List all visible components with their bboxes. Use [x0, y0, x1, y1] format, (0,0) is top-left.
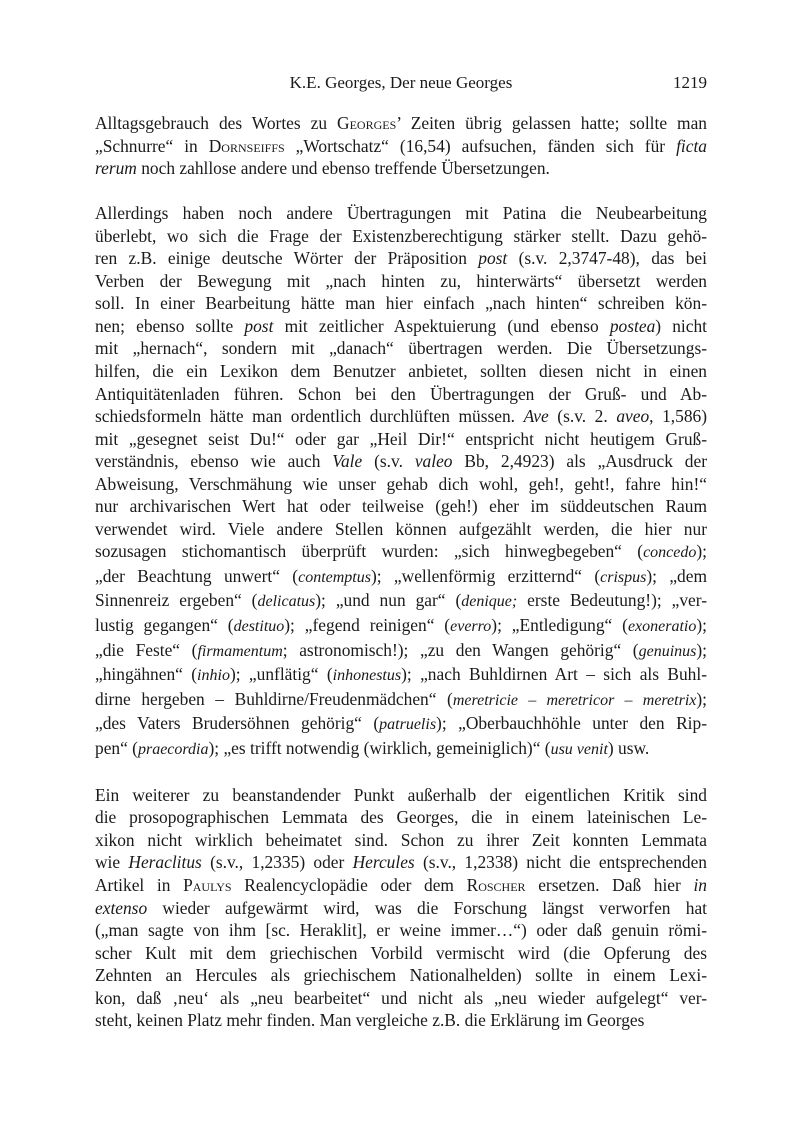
text-run: „die Feste“ ( — [95, 639, 198, 660]
text-run: ); „und nun gar“ ( — [315, 590, 462, 611]
italic-term: extenso — [95, 897, 148, 918]
text-line — [95, 784, 707, 807]
text-run: , 1,586) — [649, 406, 707, 427]
italic-term: Heraclitus — [128, 852, 202, 873]
latin-term: delicatus — [257, 593, 316, 611]
text-run: ); „nach Buhldirnen Art – sich als Buhl- — [401, 664, 707, 685]
text-run: verwendet wird. Viele andere Stellen können aufgezählt werden, die hier nur — [95, 518, 707, 539]
italic-term: ficta — [676, 135, 707, 156]
text-line — [95, 851, 707, 874]
latin-term: firmamentum — [197, 642, 283, 660]
text-run: wieder aufgewärmt wird, was die Forschung längst verworfen hat — [147, 897, 707, 918]
text-run: ersetzen. Daß hier — [525, 874, 694, 895]
italic-term: post — [244, 315, 274, 336]
latin-term: meretricie – meretricor – meretrix — [452, 691, 697, 709]
text-run: mit „hernach“, sondern mit „danach“ übertragen werden. Die Übersetzungs- — [95, 338, 707, 359]
italic-term: in — [693, 874, 707, 895]
text-line — [95, 639, 707, 664]
latin-term: patruelis — [379, 716, 437, 734]
text-run: ren z.B. einige deutsche Wörter der Präposition — [95, 248, 479, 269]
text-line — [95, 897, 707, 920]
text-run: (s.v. 2. — [548, 406, 617, 427]
latin-term: everro — [450, 617, 492, 635]
text-run: Ein weiterer zu beanstandender Punkt außerhalb der eigentlichen Kritik sind — [95, 784, 707, 805]
small-caps-name: Dornseiffs — [208, 135, 285, 156]
text-run: „des Vaters Brudersöhnen gehörig“ ( — [95, 713, 380, 734]
latin-term: inhonestus — [332, 667, 402, 685]
text-line — [95, 874, 707, 897]
main-text — [95, 112, 707, 1032]
text-line — [95, 270, 707, 293]
text-run: (s.v., 1,2338) nicht die entsprechenden — [414, 852, 707, 873]
text-line — [95, 202, 707, 225]
text-run: ); „wellenförmig erzitternd“ ( — [370, 565, 601, 586]
text-line — [95, 225, 707, 248]
text-run: Alltagsgebrauch des Wortes zu — [95, 113, 338, 133]
text-run: nur archivarischen Wert hat oder teilweise (geh!) eher im süddeutschen Raum — [95, 496, 707, 517]
text-line — [95, 688, 707, 713]
text-run: „Wortschatz“ (16,54) aufsuchen, fänden sich für — [284, 135, 677, 156]
text-line — [95, 540, 707, 565]
italic-term: Hercules — [352, 852, 415, 873]
text-run: scher Kult mit dem griechischen Vorbild vermischt wird (die Opferung des — [95, 942, 707, 963]
paragraph — [95, 112, 707, 180]
latin-term: usu venit — [550, 740, 608, 758]
latin-term: crispus — [600, 568, 647, 586]
text-line — [95, 135, 707, 158]
italic-term: valeo — [414, 451, 453, 472]
running-header — [95, 70, 707, 96]
text-line — [95, 428, 707, 451]
text-run: schiedsformeln hätte man ordentlich durchlüften müssen. — [95, 406, 524, 427]
text-run: die prosopographischen Lemmata des Georges, die in einem lateinischen Le- — [95, 807, 707, 828]
italic-term: post — [478, 248, 508, 269]
latin-term: inhio — [197, 667, 230, 685]
text-run: ); „Oberbauchhöhle unter den Rip- — [436, 713, 707, 734]
text-run: ); „unflätig“ ( — [229, 664, 333, 685]
latin-term: concedo — [643, 544, 697, 562]
text-run: nen; ebenso sollte — [95, 315, 245, 336]
latin-term: denique; — [461, 593, 518, 611]
text-line — [95, 450, 707, 473]
text-line — [95, 712, 707, 737]
italic-term: Ave — [523, 406, 549, 427]
text-run: „Schnurre“ in — [95, 135, 209, 156]
text-run: ); „es trifft notwendig (wirklich, gemeiniglich)“ ( — [208, 737, 551, 758]
latin-term: contemptus — [298, 568, 371, 586]
text-run: Realencyclopädie oder dem — [231, 874, 467, 895]
text-run: pen“ ( — [95, 737, 138, 758]
italic-term: rerum — [95, 158, 137, 179]
text-run: ; astronomisch!); „zu den Wangen gehörig“ ( — [282, 639, 639, 660]
text-line — [95, 964, 707, 987]
text-line — [95, 565, 707, 590]
text-run: überlebt, wo sich die Frage der Existenzberechtigung stärker stellt. Dazu gehö- — [95, 225, 707, 246]
text-line — [95, 405, 707, 428]
text-run: ); — [696, 688, 707, 709]
text-line — [95, 315, 707, 338]
text-line — [95, 518, 707, 541]
small-caps-name: Roscher — [466, 874, 526, 895]
text-line — [95, 663, 707, 688]
text-run: ); „dem — [646, 565, 707, 586]
latin-term: praecordia — [137, 740, 209, 758]
text-run: mit zeitlicher Aspektuierung (und ebenso — [273, 315, 610, 336]
text-run: Bb, 2,4923) als „Ausdruck der — [452, 451, 707, 472]
text-run: mit „gesegnet seist Du!“ oder gar „Heil Dir!“ entspricht nicht heutigem Gruß- — [95, 428, 707, 449]
text-run: sozusagen stichomantisch überprüft wurden: „sich hinwegbegeben“ ( — [95, 541, 644, 562]
text-run: ); „Entledigung“ ( — [491, 614, 628, 635]
paragraph — [95, 784, 707, 1032]
text-line — [95, 383, 707, 406]
text-line — [95, 337, 707, 360]
text-line — [95, 157, 707, 180]
small-caps-name: Georges — [337, 113, 397, 133]
text-line — [95, 614, 707, 639]
running-title: K.E. Georges, Der neue Georges — [289, 73, 513, 92]
text-line — [95, 360, 707, 383]
text-run: „der Beachtung unwert“ ( — [95, 565, 299, 586]
text-run: kon, daß ‚neu‘ als „neu bearbeitet“ und nicht als „neu wieder aufgelegt“ ver- — [95, 987, 707, 1008]
latin-term: destituo — [233, 617, 285, 635]
text-line — [95, 473, 707, 496]
text-run: soll. In einer Bearbeitung hätte man hier einfach „nach hinten“ schreiben kön- — [95, 293, 707, 314]
text-run: lustig gegangen“ ( — [95, 614, 234, 635]
text-run: (s.v., 1,2335) oder — [201, 852, 353, 873]
text-line — [95, 806, 707, 829]
paragraph — [95, 202, 707, 761]
italic-term: postea — [609, 315, 656, 336]
text-run: verständnis, ebenso wie auch — [95, 451, 333, 472]
text-run: Artikel in — [95, 874, 184, 895]
text-run: ); — [696, 614, 707, 635]
text-line — [95, 829, 707, 852]
text-run: ) usw. — [607, 737, 650, 758]
page-number: 1219 — [673, 73, 707, 92]
text-run: Zehnten an Hercules als griechischem Nationalhelden) sollte in einem Lexi- — [95, 965, 707, 986]
text-run: Verben der Bewegung mit „nach hinten zu, hinterwärts“ übersetzt werden — [95, 270, 707, 291]
text-run: hilfen, die ein Lexikon dem Benutzer anbietet, sollten diesen nicht in einen — [95, 360, 707, 381]
text-line — [95, 292, 707, 315]
text-run: xikon nicht wirklich beheimatet sind. Schon zu ihrer Zeit konnten Lemmata — [95, 829, 707, 850]
text-run: ’ Zeiten übrig gelassen hatte; sollte man — [396, 113, 707, 133]
text-run: Antiquitätenladen führen. Schon bei den Übertragungen der Gruß- und Ab- — [95, 383, 707, 404]
text-run: Sinnenreiz ergeben“ ( — [95, 590, 258, 611]
text-run: (s.v. — [362, 451, 415, 472]
text-run: steht, keinen Platz mehr finden. Man vergleiche z.B. die Erklärung im Georges — [95, 1010, 645, 1031]
text-line — [95, 737, 707, 762]
text-run: Abweisung, Verschmähung wie unser gehab dich wohl, geh!, geht!, fahre hin!“ — [95, 473, 707, 494]
text-line — [95, 495, 707, 518]
text-run: ); „fegend reinigen“ ( — [284, 614, 451, 635]
text-line — [95, 919, 707, 942]
italic-term: Vale — [332, 451, 363, 472]
text-run: dirne hergeben – Buhldirne/Freudenmädchen“ ( — [95, 688, 453, 709]
text-run: ); — [696, 639, 707, 660]
text-run: ); — [696, 541, 707, 562]
small-caps-name: Paulys — [183, 874, 232, 895]
text-run: noch zahllose andere und ebenso treffende Übersetzungen. — [136, 158, 550, 179]
latin-term: exoneratio — [627, 617, 697, 635]
text-line — [95, 112, 707, 135]
text-run: Allerdings haben noch andere Übertragungen mit Patina die Neubearbeitung — [95, 203, 707, 224]
latin-term: genuinus — [638, 642, 697, 660]
text-run: „hingähnen“ ( — [95, 664, 198, 685]
text-run: („man sagte von ihm [sc. Heraklit], er weine immer…“) oder daß genuin römi- — [95, 920, 707, 941]
text-line — [95, 589, 707, 614]
text-line — [95, 247, 707, 270]
text-line — [95, 1009, 707, 1032]
text-run: (s.v. 2,3747-48), das bei — [507, 248, 707, 269]
text-line — [95, 987, 707, 1010]
text-line — [95, 942, 707, 965]
text-run: erste Bedeutung!); „ver- — [517, 590, 707, 611]
text-run: ) nicht — [655, 315, 707, 336]
italic-term: aveo — [616, 406, 650, 427]
text-run: wie — [95, 852, 129, 873]
